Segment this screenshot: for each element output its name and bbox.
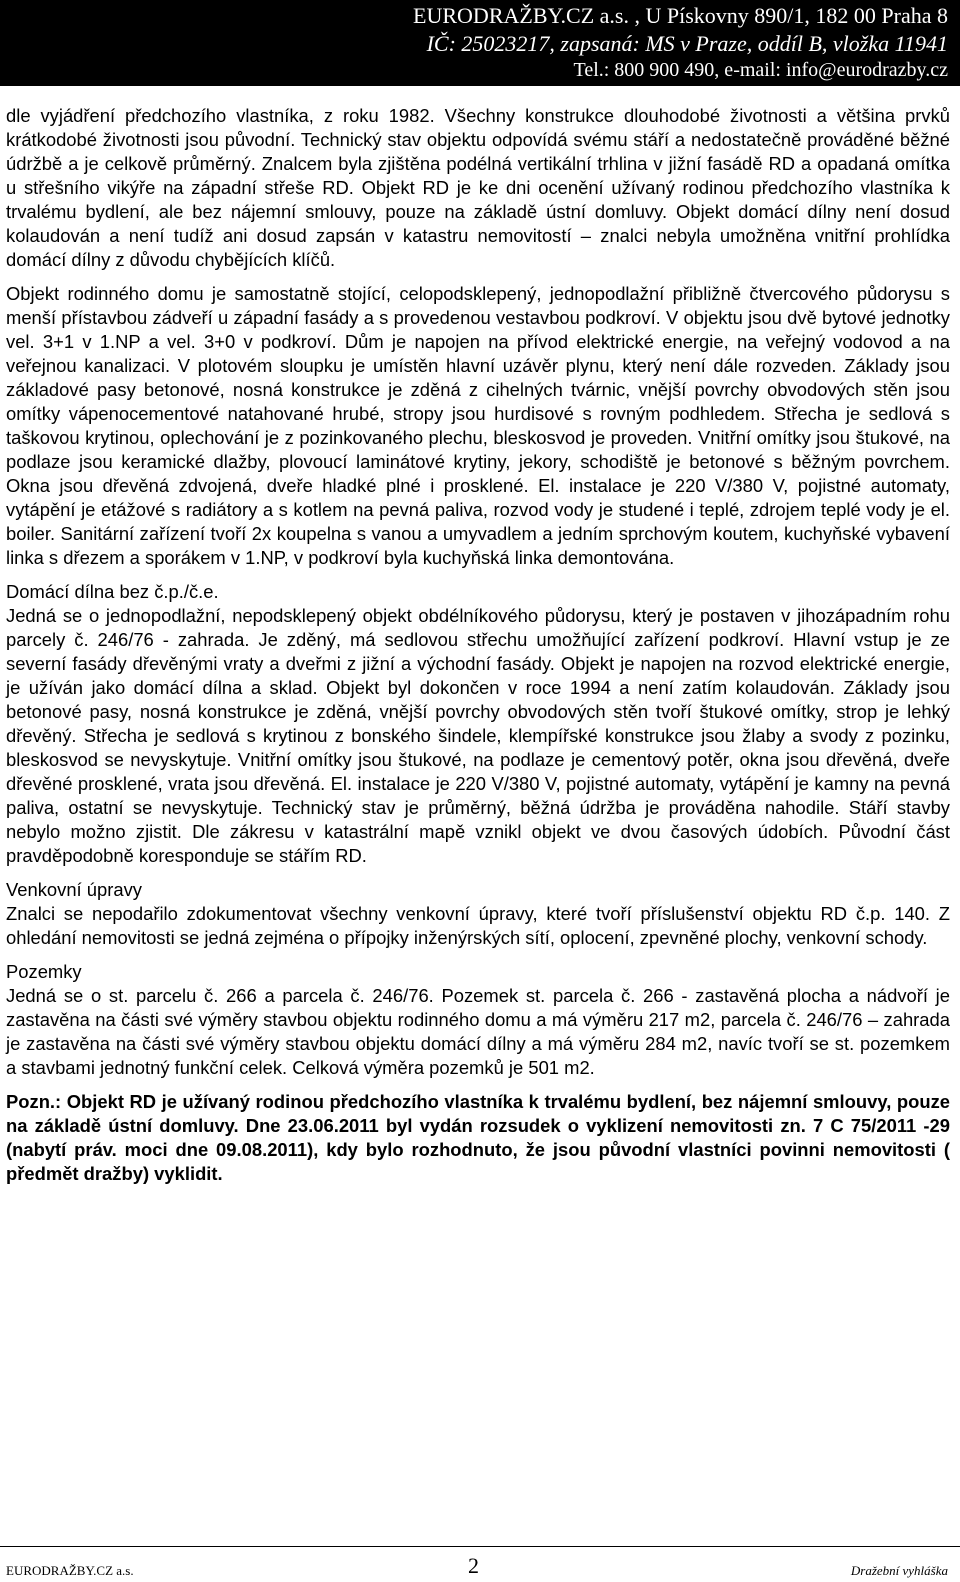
paragraph-house-description: Objekt rodinného domu je samostatně stojící, celopodsklepený, jednopodlažní přibližně čtvercového půdorysu s menší přístavbou zádveří u západní fasády a s provedenou vestavbou podkroví. V objektu jsou dvě bytové jednotky vel. 3+1 v 1.NP a vel. 3+0 v podkroví. Dům je napojen na přívod elektrické energie, na veřejný vodovod a na veřejnou kanalizaci. V plotovém sloupku je umístěn hlavní uzávěr plynu, který není dále rozveden. Základy jsou základové pasy betonové, nosná konstrukce je zděná z cihelných tvárnic, vnější povrchy obvodových stěn jsou omítky vápenocementové natahované hrubé, stropy jsou hurdisové s rovným podhledem. Střecha je sedlová s taškovou krytinou, oplechování je z pozinkovaného plechu, bleskosvod je proveden. Vnitřní omítky jsou štukové, na podlaze jsou keramické dlažby, plovoucí laminátové krytiny, jekory, schodiště je betonové s běžným povrchem. Okna jsou dřevěná zdvojená, dveře hladké plné i prosklené. El. instalace je 220 V/380 V, pojistné automaty, vytápění je etážové s radiátory a s kotlem na pevná paliva, rozvod vody je studené i teplé, zdrojem teplé vody je el. boiler. Sanitární zařízení tvoří 2x koupelna s vanou a umyvadlem a jedním sprchovým koutem, kuchyňské vybavení linka s dřezem a sporákem v 1.NP, v podkroví byla kuchyňská linka demontována. [6, 283, 950, 568]
page-footer [0, 1546, 960, 1582]
company-address: EURODRAŽBY.CZ a.s. , U Pískovny 890/1, 182 00 Praha 8 [413, 3, 948, 28]
paragraph-condition: dle vyjádření předchozího vlastníka, z roku 1982. Všechny konstrukce dlouhodobé životnosti a většina prvků krátkodobé životnosti jsou původní. Technický stav objektu odpovídá svému stáří a nedostatečně prováděné běžné údržbě a je celkově průměrný. Znalcem byla zjištěna podélná vertikální trhlina v jižní fasádě RD a opadaná omítka u střešního vikýře na západní střeše RD. Objekt RD je ke dni ocenění užívaný rodinou předchozího vlastníka k trvalému bydlení, ale bez nájemní smlouvy, pouze na základě ústní domluvy. Objekt domácí dílny není dosud kolaudován a není tudíž ani dosud zapsán v katastru nemovitostí – znalci nebyla umožněna vnitřní prohlídka domácí dílny z důvodu chybějících klíčů. [6, 105, 950, 270]
heading-outdoor: Venkovní úpravy [6, 879, 142, 900]
paragraph-land: Jedná se o st. parcelu č. 266 a parcela č. 246/76. Pozemek st. parcela č. 266 - zastavěná plocha a nádvoří je zastavěna na části své výměry stavbou objektu rodinného domu a má výměru 217 m2, parcela č. 246/76 – zahrada je zastavěna na části své výměry stavbou objektu domácí dílny a má výměru 284 m2, navíc tvoří se st. pozemkem a stavbami jednotný funkční celek. Celková výměra pozemků je 501 m2. [6, 985, 950, 1078]
footer-company: EURODRAŽBY.CZ a.s. [6, 1563, 134, 1578]
company-contact: Tel.: 800 900 490, e-mail: info@eurodrazby.cz [573, 59, 948, 81]
heading-land: Pozemky [6, 961, 82, 982]
note-paragraph: Pozn.: Objekt RD je užívaný rodinou předchozího vlastníka k trvalému bydlení, bez nájemní smlouvy, pouze na základě ústní domluvy. Dne 23.06.2011 byl vydán rozsudek o vyklizení nemovitosti zn. 7 C 75/2011 -29 (nabytí práv. moci dne 09.08.2011), kdy bylo rozhodnuto, že jsou původní vlastníci povinni nemovitosti ( předmět dražby) vyklidit. [6, 1091, 950, 1184]
paragraph-outdoor: Znalci se nepodařilo zdokumentovat všechny venkovní úpravy, které tvoří příslušenství objektu RD č.p. 140. Z ohledání nemovitosti se jedná zejména o přípojky inženýrských sítí, oplocení, zpevněné plochy, venkovní schody. [6, 903, 950, 948]
document-body [6, 104, 950, 1186]
letterhead [0, 0, 960, 86]
paragraph-workshop: Jedná se o jednopodlažní, nepodsklepený objekt obdélníkového půdorysu, který je postaven v jihozápadním rohu parcely č. 246/76 - zahrada. Je zděný, má sedlovou střechu umožňující zařízení podkroví. Hlavní vstup je ze severní fasády dřevěnými vraty a dveřmi z jižní a východní fasády. Objekt je napojen na rozvod elektrické energie, je užíván jako domácí dílna a sklad. Objekt byl dokončen v roce 1994 a není zatím kolaudován. Základy jsou betonové pasy, nosná konstrukce je zděná, vnější povrchy obvodových stěn tvoří štukové omítky, strop je lehký dřevěný. Střecha je sedlová s krytinou z bonského šindele, klempířské konstrukce jsou žlaby a svody z pozinku, bleskosvod se nevyskytuje. Vnitřní omítky jsou štukové, na podlaze je cementový potěr, okna jsou dřevěná, dveře dřevěné prosklené, vrata jsou dřevěná. El. instalace je 220 V/380 V, pojistné automaty, vytápění je kamny na pevná paliva, ostatní se nevyskytuje. Technický stav je průměrný, běžná údržba je prováděna nahodile. Stáří stavby nebylo možno zjistit. Dle zákresu v katastrální mapě vznikl objekt ve dvou časových údobích. Původní část pravděpodobně koresponduje se stářím RD. [6, 605, 950, 866]
footer-document-type: Dražební vyhláška [850, 1563, 948, 1578]
company-registration: IČ: 25023217, zapsaná: MS v Praze, oddíl B, vložka 11941 [426, 31, 948, 56]
page-number: 2 [468, 1553, 479, 1578]
heading-workshop: Domácí dílna bez č.p./č.e. [6, 581, 219, 602]
